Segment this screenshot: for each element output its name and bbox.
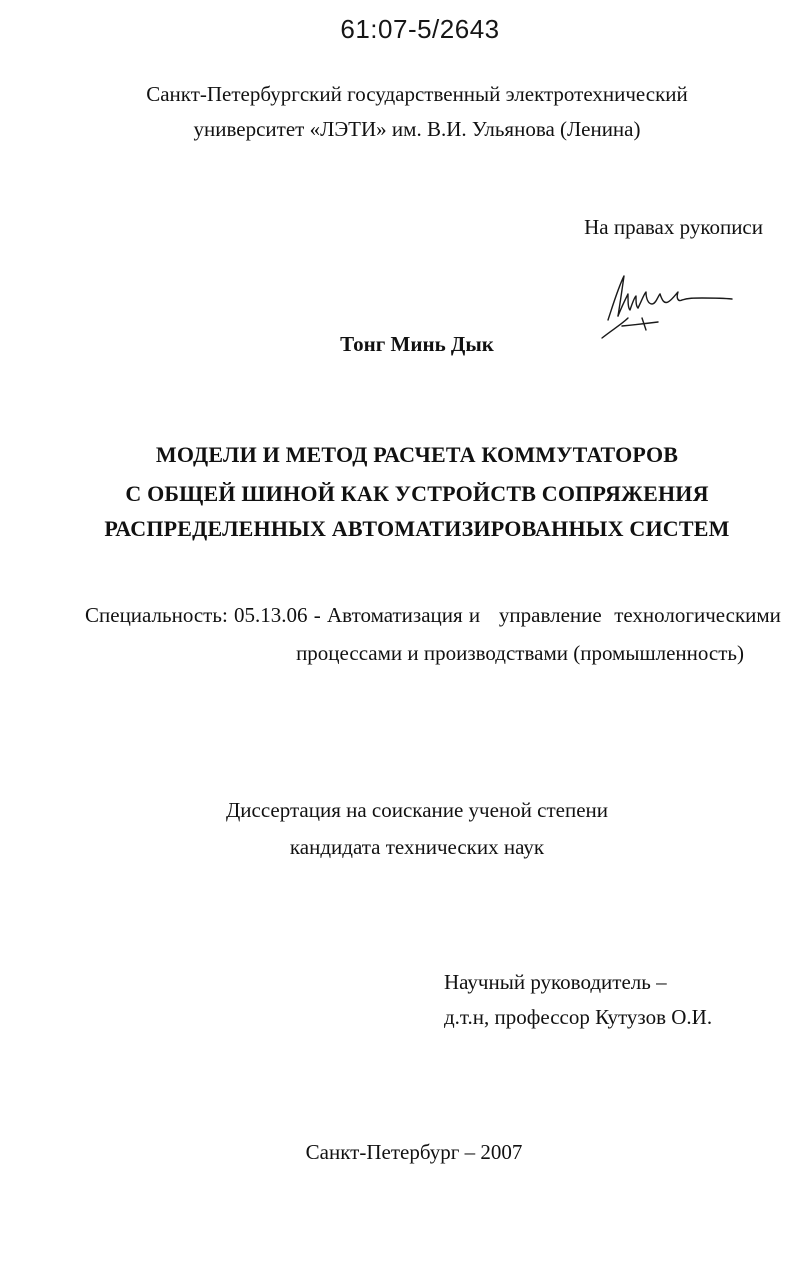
manuscript-rights: На правах рукописи: [584, 215, 763, 239]
advisor-name: д.т.н, профессор Кутузов О.И.: [444, 1005, 713, 1029]
specialty-line-2: процессами и производствами (промышленность): [296, 641, 744, 665]
dissertation-line-1: Диссертация на соискание ученой степени: [225, 798, 609, 822]
thesis-title-line-1: МОДЕЛИ И МЕТОД РАСЧЕТА КОММУТАТОРОВ: [155, 442, 679, 467]
catalog-number: 61:07-5/2643: [340, 14, 500, 44]
specialty-line-1: Специальность: 05.13.06 - Автоматизация и управление технологическими: [85, 603, 781, 627]
thesis-title-line-3: РАСПРЕДЕЛЕННЫХ АВТОМАТИЗИРОВАННЫХ СИСТЕМ: [104, 516, 730, 541]
city-year: Санкт-Петербург – 2007: [305, 1140, 523, 1164]
thesis-title-line-2: С ОБЩЕЙ ШИНОЙ КАК УСТРОЙСТВ СОПРЯЖЕНИЯ: [125, 481, 709, 506]
institution-line-1: Санкт-Петербургский государственный электротехнический: [146, 82, 688, 106]
institution-line-2: университет «ЛЭТИ» им. В.И. Ульянова (Ленина): [193, 117, 641, 141]
advisor-label: Научный руководитель –: [444, 970, 667, 994]
dissertation-line-2: кандидата технических наук: [289, 835, 545, 859]
author-name: Тонг Минь Дык: [340, 332, 494, 356]
